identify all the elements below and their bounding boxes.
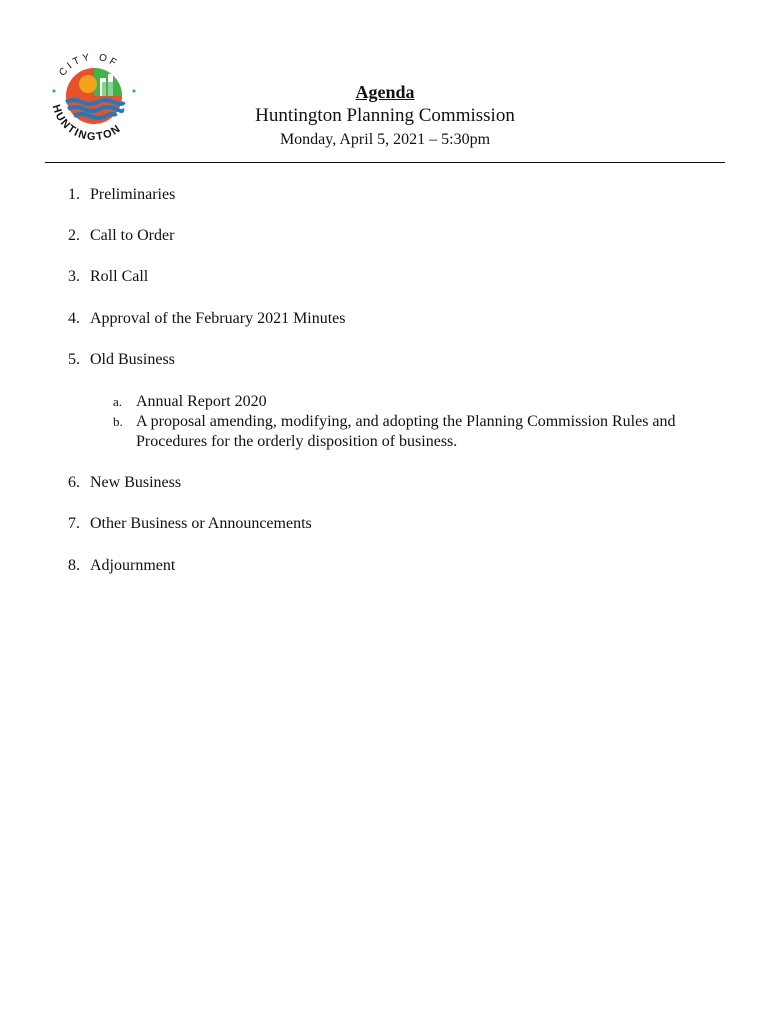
item-label: Preliminaries: [90, 186, 176, 203]
logo-top-text: CITY OF: [57, 51, 121, 79]
item-label: Approval of the February 2021 Minutes: [90, 310, 346, 327]
sub-item-letter: b.: [113, 414, 123, 429]
item-number: 8.: [68, 557, 80, 574]
sub-item-label: Annual Report 2020: [136, 393, 267, 410]
header: [170, 80, 600, 151]
city-of-huntington-logo: [44, 46, 144, 146]
item-label: Other Business or Announcements: [90, 515, 312, 532]
agenda-item: [68, 226, 728, 246]
item-number: 6.: [68, 474, 80, 491]
item-number: 5.: [68, 351, 80, 368]
agenda-item: [68, 267, 728, 287]
sub-item-letter: a.: [113, 394, 123, 409]
page-subtitle: Huntington Planning Commission: [255, 105, 515, 126]
agenda-item: [68, 556, 728, 576]
item-number: 1.: [68, 186, 80, 203]
item-label: Roll Call: [90, 268, 149, 285]
header-divider: [45, 162, 725, 163]
agenda-list: [68, 185, 728, 576]
item-label: Call to Order: [90, 227, 175, 244]
logo-bottom-text: HUNTINGTON: [49, 103, 124, 144]
sub-item: [113, 412, 728, 452]
item-number: 7.: [68, 515, 80, 532]
meeting-date: Monday, April 5, 2021 – 5:30pm: [279, 131, 491, 148]
item-number: 2.: [68, 227, 80, 244]
item-label: Adjournment: [90, 557, 176, 574]
sub-item-label: A proposal amending, modifying, and adopting the Planning Commission Rules and Procedures for the orderly disposition of business.: [136, 413, 676, 450]
page-title: Agenda: [355, 82, 415, 102]
item-label: New Business: [90, 474, 182, 491]
agenda-item: [68, 350, 728, 370]
agenda-item: [68, 473, 728, 493]
agenda-item: [68, 309, 728, 329]
sub-item-list: [113, 392, 728, 452]
item-number: 3.: [68, 268, 80, 285]
item-number: 4.: [68, 310, 80, 327]
agenda-item: [68, 514, 728, 534]
sub-item: [113, 392, 728, 412]
agenda-item: [68, 185, 728, 205]
item-label: Old Business: [90, 351, 175, 368]
